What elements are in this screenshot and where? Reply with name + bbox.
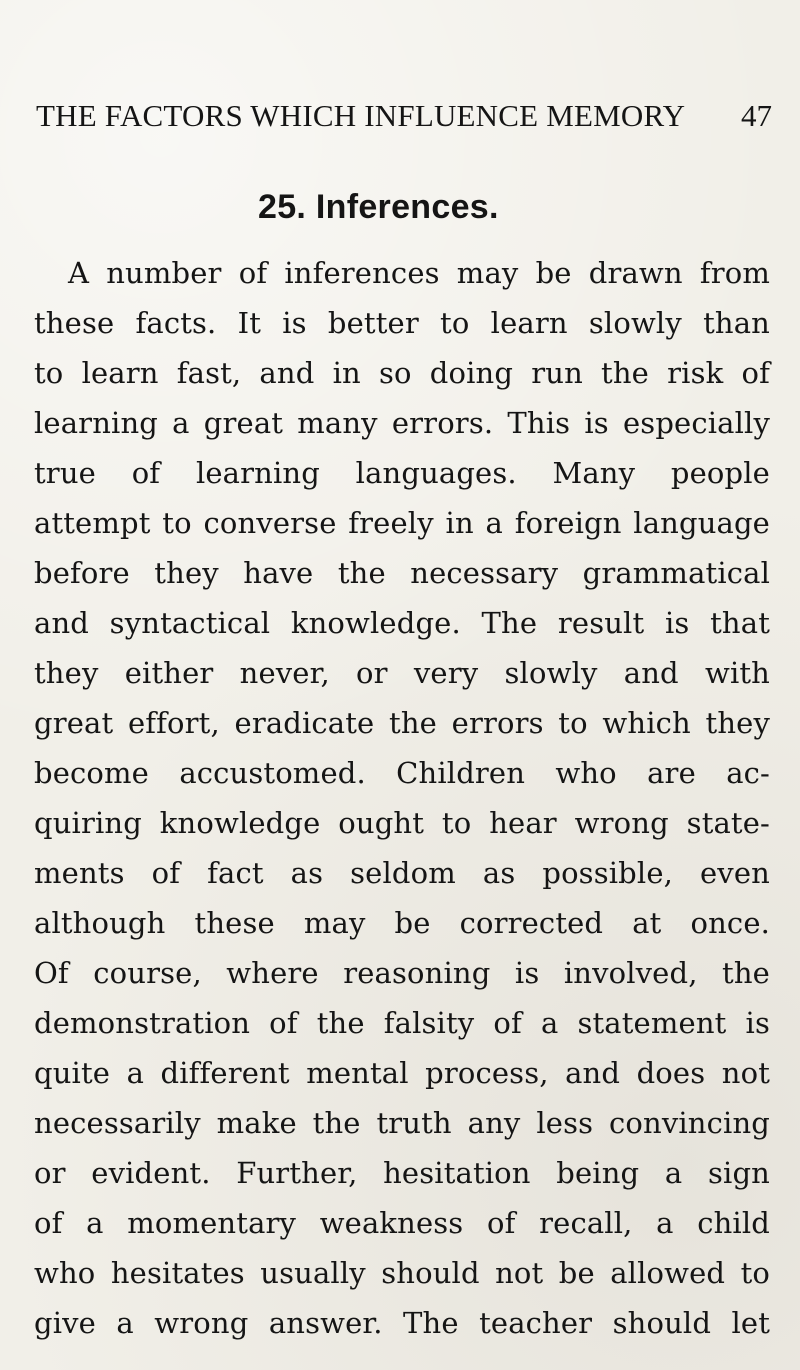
text-line-2: these facts. It is better to learn slowly than [34,306,770,340]
running-head-title: THE FACTORS WHICH INFLUENCE MEMORY [36,98,686,133]
text-line-14: although these may be corrected at once. [34,906,770,940]
text-line-20: of a momentary weakness of recall, a child [34,1206,770,1240]
text-line-19: or evident. Further, hesitation being a sign [34,1156,770,1190]
text-line-8: and syntactical knowledge. The result is that [34,606,770,640]
page-number: 47 [741,98,772,133]
text-line-9: they either never, or very slowly and with [34,656,770,690]
text-line-16: demonstration of the falsity of a statement is [34,1006,770,1040]
text-line-21: who hesitates usually should not be allowed to [34,1256,770,1290]
text-line-5: true of learning languages. Many people [34,456,770,490]
text-line-10: great effort, eradicate the errors to which they [34,706,770,740]
section-heading: 25. Inferences. [258,188,499,226]
text-line-17: quite a different mental process, and does not [34,1056,770,1090]
text-line-11: become accustomed. Children who are ac- [34,756,770,790]
text-line-12: quiring knowledge ought to hear wrong state- [34,806,770,840]
text-line-3: to learn fast, and in so doing run the risk of [34,356,770,390]
text-line-22: give a wrong answer. The teacher should let [34,1306,770,1340]
text-line-7: before they have the necessary grammatical [34,556,770,590]
text-line-1: A number of inferences may be drawn from [68,256,770,290]
running-head [36,96,772,140]
text-line-13: ments of fact as seldom as possible, even [34,856,770,890]
text-line-15: Of course, where reasoning is involved, the [34,956,770,990]
text-line-18: necessarily make the truth any less convincing [34,1106,770,1140]
body-paragraph [34,248,770,1348]
text-line-6: attempt to converse freely in a foreign language [34,506,770,540]
text-line-4: learning a great many errors. This is especially [34,406,770,440]
